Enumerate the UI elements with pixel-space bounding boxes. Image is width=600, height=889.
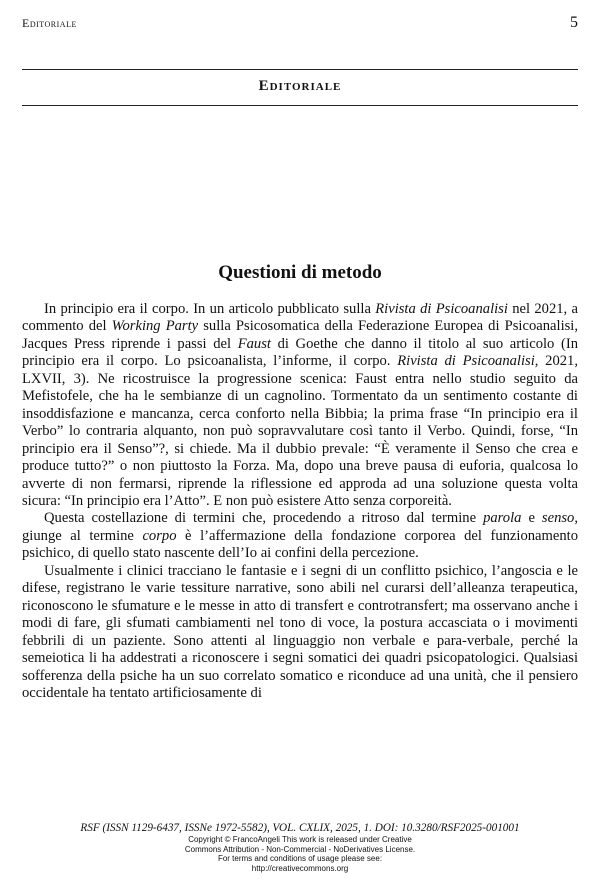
- section-rule-top: [22, 69, 578, 70]
- running-title: Editoriale: [22, 16, 77, 30]
- journal-citation: RSF (ISSN 1129-6437, ISSNe 1972-5582), VOL. CXLIX, 2025, 1. DOI: 10.3280/RSF2025-001001: [80, 822, 520, 834]
- section-rule-bottom: [22, 105, 578, 106]
- page-number: 5: [570, 14, 578, 31]
- text-run: e: [521, 510, 542, 527]
- license-notice: [150, 835, 450, 873]
- running-header: [22, 14, 578, 32]
- body-paragraph: [22, 563, 578, 703]
- italic-text: senso: [541, 510, 575, 527]
- text-run: 2021, LXVII, 3). Ne ricostruisce la progressione scenica: Faust entra nello studio seguito da Mefistofele, che ha le sembianze di un cagnolino. Tormentato da un sentimento costante di insoddisfazione e mancanza, cerca conforto nella Bibbia; la prima frase “In principio era il Verbo” lo contraria alquanto, non può sopravvalutare così tanto il Verbo. Quindi, forse, “In principio era il Senso”?, si chiede. Ma il dubbio prevale: “È veramente il Senso che crea e produce tutto?” o non piuttosto la Forza. Ma, dopo una breve pausa di euforia, qualcosa lo avverte di non fermarsi, riprende la riflessione ed approda ad una soluzione questa volta sicura: “In principio era l’Atto”. E non può esistere Atto senza corporeità.: [22, 353, 578, 509]
- italic-text: Rivista di Psicoanalisi,: [397, 353, 539, 370]
- section-title: Editoriale: [258, 78, 342, 94]
- license-line: Commons Attribution - Non-Commercial - NoDerivatives License.: [184, 844, 416, 854]
- license-line: Copyright © FrancoAngeli This work is released under Creative: [188, 835, 412, 844]
- text-run: , giunge al termine: [22, 510, 579, 544]
- license-line: For terms and conditions of usage please see:: [217, 854, 383, 863]
- italic-text: parola: [483, 510, 522, 527]
- text-run: Questa costellazione di termini che, procedendo a ritroso dal termine: [44, 510, 484, 527]
- italic-text: Working Party: [111, 318, 199, 335]
- text-run: sulla Psicosomatica della Federazione Europea di Psicoanalisi, Jacques Press riprende i passi del: [22, 318, 579, 352]
- text-run: Usualmente i clinici tracciano le fantasie e i segni di un conflitto psichico, l’angoscia e le difese, registrano le varie tessiture narrative, sono abili nel curarsi dell’alleanza terapeutica, riconoscono le sfumature e le messe in atto di transfert e controtransfert; ma osservano anche i modi di fare, gli sfumati cambiamenti nel tono di voce, la postura accasciata o i movimenti febbrili di un paziente. Sono attenti al linguaggio non verbale e para-verbale, perché la semeiotica li ha addestrati a riconoscere i segni somatici dei quadri psicopatologici. Qualsiasi sofferenza della psiche ha un suo correlato somatico e riconduce ad una unità, che il pensiero occidentale ha tentato artificiosamente di: [22, 562, 578, 701]
- body-paragraph: [22, 510, 578, 562]
- article-body: [22, 301, 578, 702]
- italic-text: corpo: [142, 527, 177, 544]
- text-run: nel 2021, a commento del: [22, 301, 578, 335]
- italic-text: Faust: [237, 335, 271, 352]
- text-run: In principio era il corpo. In un articolo pubblicato sulla: [44, 301, 376, 317]
- license-link[interactable]: http://creativecommons.org: [251, 863, 349, 873]
- article-title: Questioni di metodo: [218, 262, 382, 283]
- text-run: di Goethe che danno il titolo al suo articolo (In principio era il corpo. Lo psicoanalista, l’informe, il corpo.: [22, 335, 578, 370]
- italic-text: Rivista di Psicoanalisi: [375, 301, 508, 317]
- body-paragraph: [22, 301, 578, 510]
- text-run: è l’affermazione della fondazione corporea del funzionamento psichico, di quello stato nascente dell’Io ai confini della percezione.: [22, 527, 578, 562]
